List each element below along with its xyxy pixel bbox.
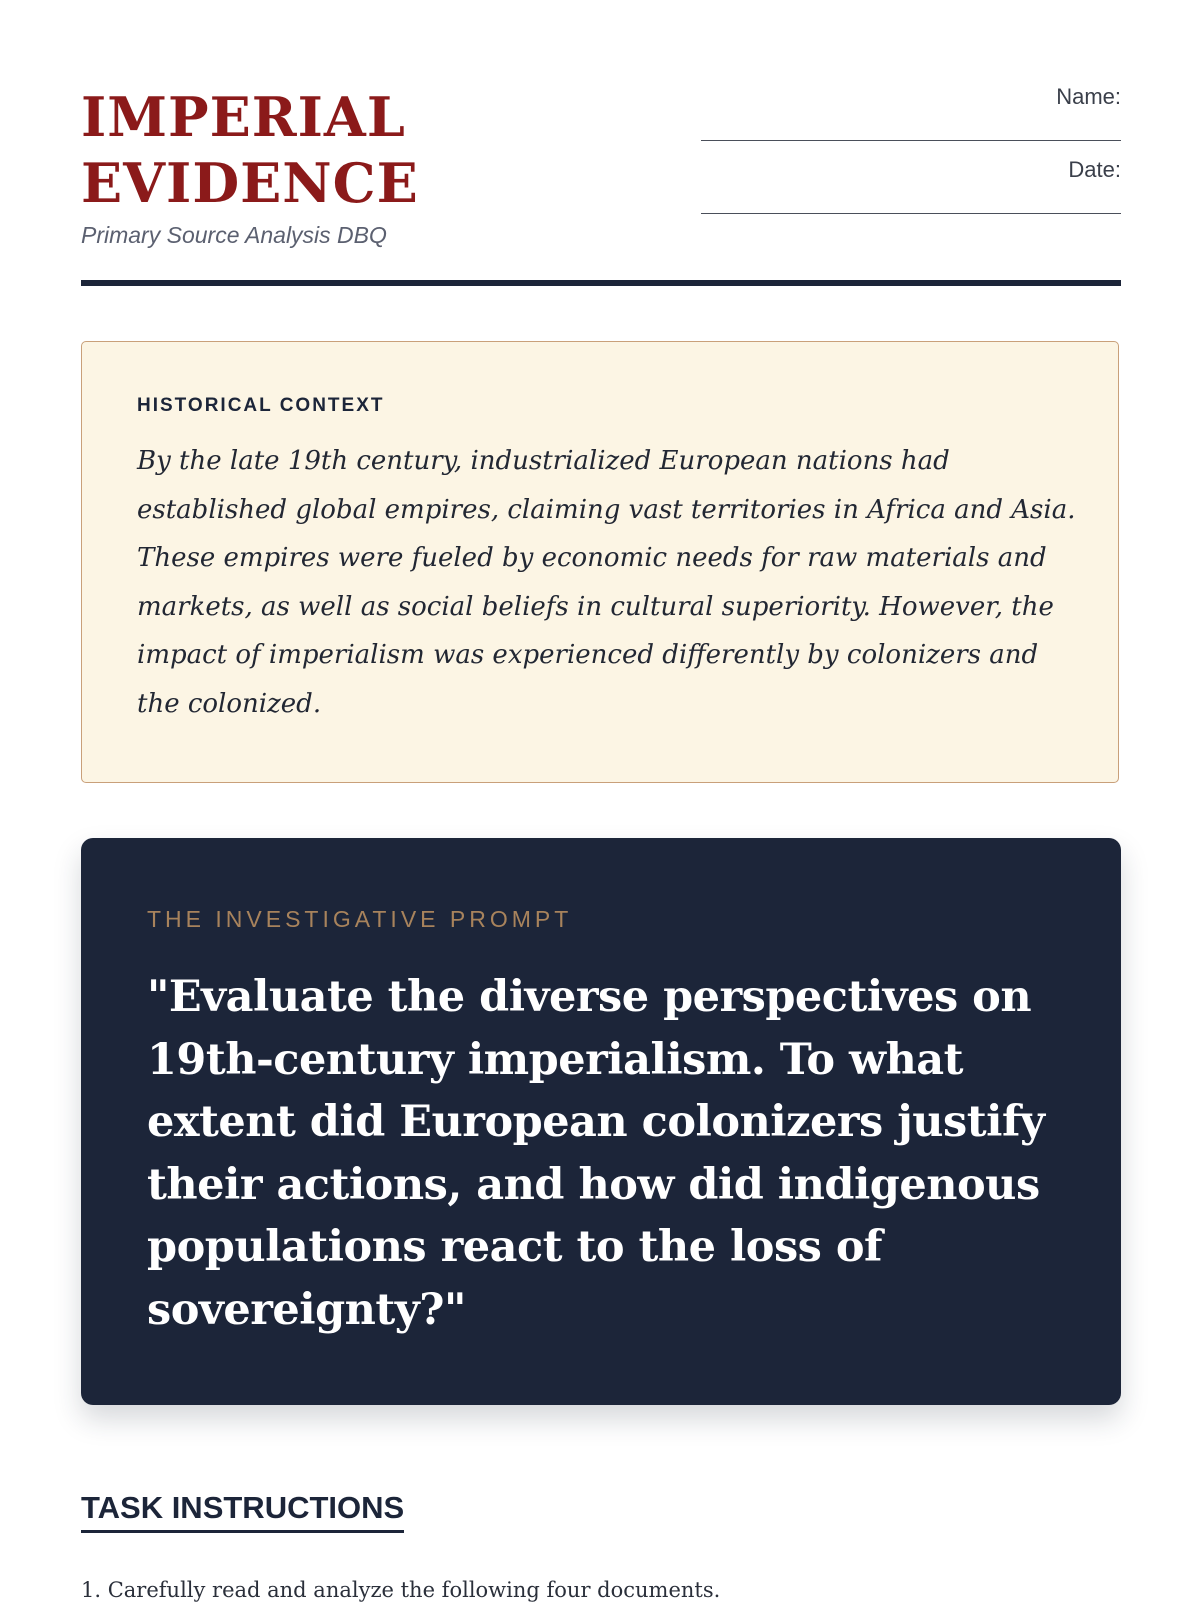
- context-text: By the late 19th century, industrialized European nations had established global empires, claiming vast territories in Africa and Asia. These empires were fueled by economic needs for raw materials and markets, as well as social beliefs in cultural superiority. However, the impact of imperialism was experienced differently by colonizers and the colonized.: [137, 446, 1076, 719]
- date-field[interactable]: [701, 153, 1121, 214]
- prompt-label: THE INVESTIGATIVE PROMPT: [147, 906, 573, 932]
- task-instructions-list: [81, 1578, 720, 1602]
- header-divider: [81, 280, 1121, 286]
- historical-context-box: [81, 341, 1119, 783]
- name-field[interactable]: [701, 80, 1121, 141]
- worksheet-header: [81, 0, 1121, 287]
- date-label: Date:: [1068, 157, 1121, 182]
- context-label: HISTORICAL CONTEXT: [137, 395, 385, 416]
- worksheet-page: [81, 0, 1121, 1602]
- task-item: 1. Carefully read and analyze the following four documents.: [81, 1578, 721, 1602]
- investigative-prompt-box: [81, 838, 1121, 1405]
- student-info-fields: [701, 80, 1121, 226]
- name-label: Name:: [1056, 84, 1121, 109]
- prompt-text: "Evaluate the diverse perspectives on 19th-century imperialism. To what extent did European colonizers justify their actions, and how did indigenous populations react to the loss of sovereignty?": [147, 972, 1045, 1335]
- title-line-2: EVIDENCE: [81, 151, 419, 215]
- worksheet-subtitle: Primary Source Analysis DBQ: [81, 222, 387, 248]
- worksheet-title: [81, 84, 419, 216]
- task-instructions-heading: TASK INSTRUCTIONS: [81, 1490, 404, 1533]
- title-line-1: IMPERIAL: [81, 85, 406, 149]
